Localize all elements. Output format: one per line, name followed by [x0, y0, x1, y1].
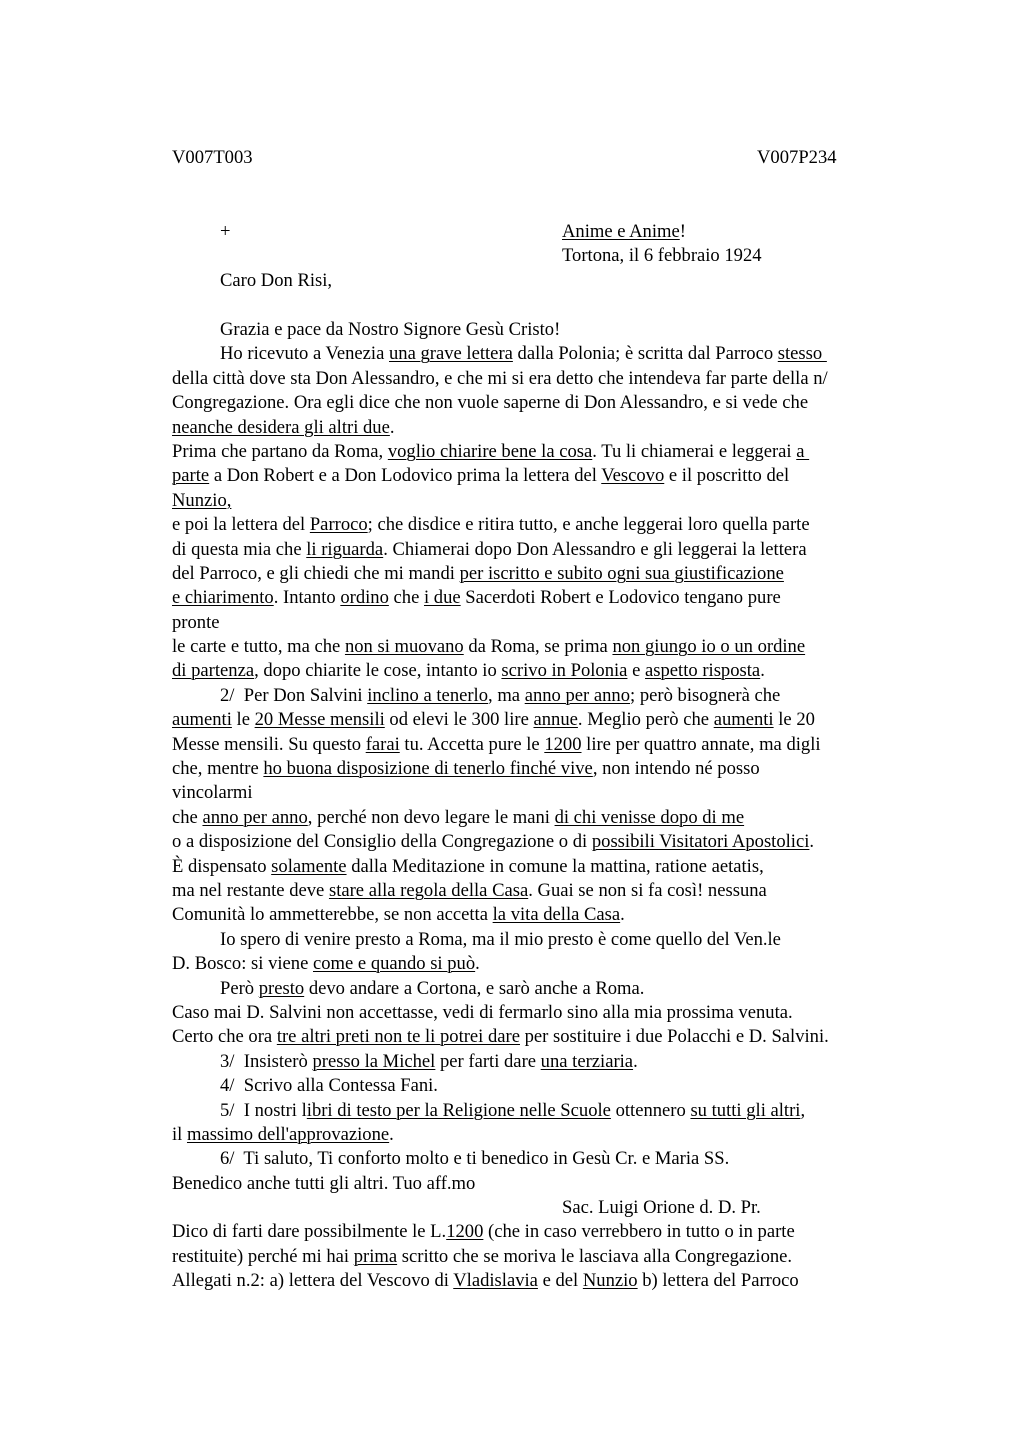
text-segment: e del	[537, 1270, 583, 1292]
text-segment: 5/ I nostri l	[220, 1099, 307, 1121]
underlined-text: 1200	[446, 1221, 484, 1243]
letter-body	[172, 318, 912, 1294]
underlined-text: parte	[172, 465, 210, 487]
text-segment: , perché non devo legare le mani	[307, 806, 555, 828]
underlined-text: per iscritto e subito ogni sua giustificazione	[459, 562, 784, 584]
text-segment: lire per quattro annate, ma digli	[581, 733, 821, 755]
text-segment: ; però bisognerà che	[630, 684, 781, 706]
letter-line	[172, 1196, 912, 1220]
motto-line	[562, 220, 762, 244]
text-segment: Caso mai D. Salvini non accettasse, vedi di fermarlo sino alla mia prossima venuta.	[172, 1001, 793, 1023]
text-segment: Io spero di venire presto a Roma, ma il mio presto è come quello del Ven.le	[220, 928, 781, 950]
text-segment: .	[475, 953, 480, 975]
letter-line	[172, 1245, 912, 1269]
text-segment: ; che disdice e ritira tutto, e anche leggerai loro quella parte	[367, 514, 810, 536]
underlined-text: aumenti	[713, 709, 774, 731]
letter-line	[172, 416, 912, 440]
letter-line	[172, 489, 912, 513]
letter-line	[172, 586, 912, 610]
document-code-right: V007P234	[757, 147, 837, 168]
underlined-text: li riguarda	[306, 538, 384, 560]
text-segment: dalla Meditazione in comune la mattina, ratione aetatis,	[346, 855, 764, 877]
underlined-text: presto	[258, 977, 305, 999]
text-segment: . Intanto	[273, 587, 341, 609]
text-segment: D. Bosco: si viene	[172, 953, 313, 975]
underlined-text: massimo dell'approvazione	[186, 1123, 390, 1145]
underlined-text: Vladislavia	[453, 1270, 538, 1292]
text-segment: 4/ Scrivo alla Contessa Fani.	[220, 1075, 438, 1097]
text-segment: , non intendo né posso	[592, 758, 760, 780]
text-segment: .	[633, 1050, 638, 1072]
letter-line	[172, 635, 912, 659]
underlined-text: Parroco	[309, 514, 368, 536]
text-segment: Certo che ora	[172, 1026, 277, 1048]
letter-line	[172, 1001, 912, 1025]
letter-line	[172, 538, 912, 562]
underlined-text: possibili Visitatori Apostolici	[591, 831, 810, 853]
text-segment: Messe mensili. Su questo	[172, 733, 366, 755]
underlined-text: di chi venisse dopo di me	[554, 806, 745, 828]
text-segment: Comunità lo ammetterebbe, se non accetta	[172, 904, 493, 926]
underlined-text: annue	[533, 709, 578, 731]
underlined-text: 1200	[544, 733, 582, 755]
text-segment: tu. Accetta pure le	[399, 733, 545, 755]
underlined-text: prima	[353, 1245, 398, 1267]
text-segment: che	[388, 587, 424, 609]
letter-line	[172, 342, 912, 366]
letter-line	[172, 1123, 912, 1147]
letter-line	[172, 611, 912, 635]
letter-line	[172, 830, 912, 854]
letter-line	[172, 367, 912, 391]
letter-line	[172, 1147, 912, 1171]
text-segment: scritto che se moriva le lasciava alla Congregazione.	[397, 1245, 793, 1267]
letter-line	[172, 1269, 912, 1293]
text-segment: o a disposizione del Consiglio della Congregazione o di	[172, 831, 592, 853]
text-segment: le carte e tutto, ma che	[172, 636, 345, 658]
letter-line	[172, 659, 912, 683]
underlined-text: una terziaria	[540, 1050, 634, 1072]
underlined-text: aspetto risposta	[645, 660, 761, 682]
underlined-text: inclino a tenerlo	[367, 684, 489, 706]
underlined-text: tre altri preti non te li potrei dare	[276, 1026, 520, 1048]
text-segment: e il poscritto del	[664, 465, 790, 487]
underlined-text: presso la Michel	[312, 1050, 436, 1072]
text-segment: ,	[800, 1099, 806, 1121]
underlined-text: anno per anno	[524, 684, 631, 706]
letter-line	[172, 806, 912, 830]
text-segment: od elevi le 300 lire	[384, 709, 534, 731]
letter-line	[172, 781, 912, 805]
letter-line	[172, 733, 912, 757]
underlined-text: i due	[423, 587, 461, 609]
letter-line	[172, 952, 912, 976]
text-segment: Dico di farti dare possibilmente le L.	[172, 1221, 447, 1243]
text-segment: . Guai se non si fa così! nessuna	[528, 879, 767, 901]
letter-line	[172, 1220, 912, 1244]
text-segment: .	[389, 1123, 394, 1145]
motto: Anime e Anime	[562, 221, 680, 242]
document-code-left: V007T003	[172, 147, 253, 168]
underlined-text: aumenti	[172, 709, 232, 731]
underlined-text: di partenza	[172, 660, 255, 682]
underlined-text: la vita della Casa	[492, 904, 621, 926]
motto-punctuation: !	[679, 221, 686, 242]
letter-line	[172, 1050, 912, 1074]
underlined-text: Nunzio	[582, 1270, 638, 1292]
text-segment: Ho ricevuto a Venezia	[220, 343, 389, 365]
underlined-text: scrivo in Polonia	[501, 660, 628, 682]
letter-heading-right	[562, 220, 762, 269]
underlined-text: solamente	[271, 855, 347, 877]
underlined-text: stesso	[777, 343, 827, 365]
text-segment: della città dove sta Don Alessandro, e che mi si era detto che intendeva far parte della n/	[172, 367, 828, 389]
text-segment: del Parroco, e gli chiedi che mi mandi	[172, 562, 460, 584]
letter-line	[172, 879, 912, 903]
letter-line	[172, 928, 912, 952]
text-segment: vincolarmi	[172, 782, 253, 804]
text-segment: Benedico anche tutti gli altri. Tuo aff.mo	[172, 1172, 476, 1194]
text-segment: le	[231, 709, 255, 731]
letter-line	[172, 1172, 912, 1196]
text-segment: 6/ Ti saluto, Ti conforto molto e ti benedico in Gesù Cr. e Maria SS.	[220, 1148, 730, 1170]
text-segment: . Chiamerai dopo Don Alessandro e gli leggerai la lettera	[383, 538, 807, 560]
letter-line	[172, 562, 912, 586]
letter-line	[172, 464, 912, 488]
text-segment: .	[809, 831, 815, 853]
text-segment: Allegati n.2: a) lettera del Vescovo di	[172, 1270, 454, 1292]
letter-line	[172, 903, 912, 927]
text-segment: dalla Polonia; è scritta dal Parroco	[512, 343, 778, 365]
underlined-text: neanche desidera gli altri due	[172, 416, 390, 438]
text-segment: che	[172, 806, 203, 828]
text-segment: .	[620, 904, 625, 926]
text-segment: , dopo chiarite le cose, intanto io	[254, 660, 502, 682]
salutation: Caro Don Risi,	[220, 270, 333, 291]
text-segment: restituite) perché mi hai	[172, 1245, 354, 1267]
underlined-text: farai	[365, 733, 400, 755]
text-segment: pronte	[172, 611, 220, 633]
text-segment: (che in caso verrebbero in tutto o in parte	[483, 1221, 795, 1243]
underlined-text: non giungo io o un ordine	[612, 636, 806, 658]
text-segment: .	[389, 416, 395, 438]
text-segment: le 20	[773, 709, 815, 731]
letter-line	[172, 513, 912, 537]
text-segment: Grazia e pace da Nostro Signore Gesù Cristo!	[220, 319, 561, 340]
text-segment: 2/ Per Don Salvini	[220, 684, 368, 706]
text-segment: Prima che partano da Roma,	[172, 440, 388, 462]
text-segment: Congregazione. Ora egli dice che non vuole saperne di Don Alessandro, e si vede che	[172, 392, 809, 414]
underlined-text: 20 Messe mensili	[254, 709, 385, 731]
letter-line	[172, 757, 912, 781]
letter-line	[172, 318, 912, 342]
letter-line	[172, 440, 912, 464]
letter-line	[172, 708, 912, 732]
place-date: Tortona, il 6 febbraio 1924	[562, 245, 762, 267]
text-segment: di questa mia che	[172, 538, 307, 560]
text-segment: . Meglio però che	[577, 709, 714, 731]
text-segment: Però	[220, 977, 259, 999]
letter-line	[172, 1099, 912, 1123]
text-segment: a Don Robert e a Don Lodovico prima la lettera del	[209, 465, 602, 487]
text-segment: il	[172, 1123, 187, 1145]
underlined-text: ordino	[340, 587, 389, 609]
text-segment: ottennero	[610, 1099, 691, 1121]
letter-line	[172, 977, 912, 1001]
text-segment: , ma	[488, 684, 525, 706]
text-segment: che, mentre	[172, 758, 264, 780]
underlined-text: come e quando si può	[313, 953, 476, 975]
underlined-text: anno per anno	[202, 806, 308, 828]
underlined-text: ibri di testo per la Religione nelle Scuole	[306, 1099, 611, 1121]
text-segment: e poi la lettera del	[172, 514, 310, 536]
letter-line	[172, 855, 912, 879]
text-segment: da Roma, se prima	[463, 636, 613, 658]
underlined-text: Vescovo	[601, 465, 665, 487]
text-segment: b) lettera del Parroco	[637, 1270, 799, 1292]
underlined-text: e chiarimento	[172, 587, 274, 609]
text-segment: per farti dare	[435, 1050, 541, 1072]
letter-line	[172, 1025, 912, 1049]
text-segment: Sacerdoti Robert e Lodovico tengano pure	[460, 587, 781, 609]
text-segment: . Tu li chiamerai e leggerai	[592, 440, 797, 462]
cross-mark: +	[220, 221, 231, 242]
underlined-text: Nunzio,	[172, 489, 232, 511]
text-segment: È dispensato	[172, 855, 272, 877]
text-segment: e	[627, 660, 646, 682]
underlined-text: voglio chiarire bene la cosa	[387, 440, 593, 462]
text-segment: 3/ Insisterò	[220, 1050, 313, 1072]
underlined-text: su tutti gli altri	[690, 1099, 801, 1121]
letter-line	[172, 684, 912, 708]
underlined-text: stare alla regola della Casa	[328, 879, 529, 901]
underlined-text: ho buona disposizione di tenerlo finché vive	[263, 758, 593, 780]
letter-line	[172, 1074, 912, 1098]
underlined-text: non si muovano	[344, 636, 464, 658]
underlined-text: a	[796, 440, 810, 462]
text-segment: ma nel restante deve	[172, 879, 329, 901]
letter-line	[172, 391, 912, 415]
underlined-text: una grave lettera	[389, 343, 513, 365]
text-segment: .	[760, 660, 765, 682]
text-segment: devo andare a Cortona, e sarò anche a Roma.	[304, 977, 645, 999]
text-segment: Sac. Luigi Orione d. D. Pr.	[562, 1197, 761, 1219]
text-segment: per sostituire i due Polacchi e D. Salvini.	[519, 1026, 829, 1048]
